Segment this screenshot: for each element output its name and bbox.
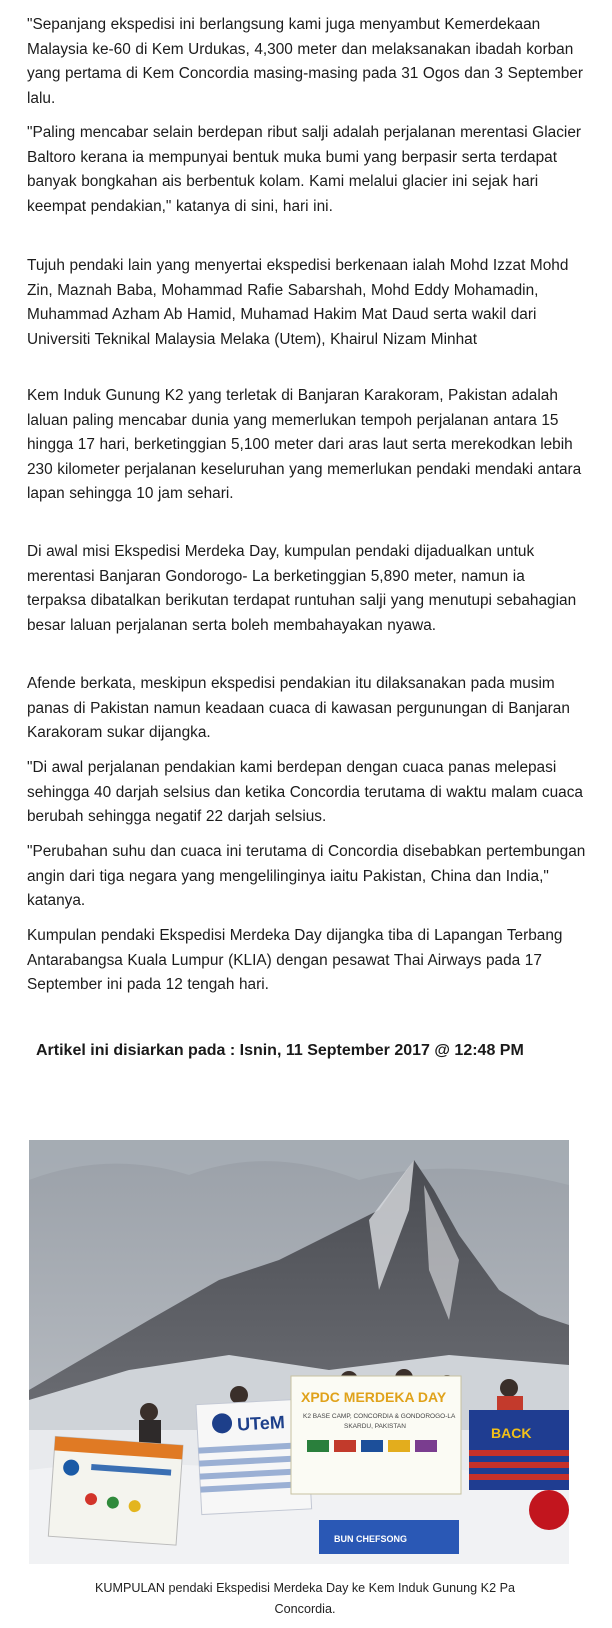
photo-caption <box>40 1578 570 1620</box>
banner-xpdc <box>291 1376 461 1494</box>
paragraph: Di awal misi Ekspedisi Merdeka Day, kumpulan pendaki dijadualkan untuk merentasi Banjaran Gondorogo- La berketinggian 5,890 meter, namun ia terpaksa dibatalkan berikutan terdapat runtuhan salji yang menutupi sebahagian besar laluan perjalanan serta boleh membahayakan nyawa. <box>27 543 577 634</box>
banner-bottom <box>319 1520 459 1554</box>
climber-head <box>230 1386 248 1404</box>
banner-xpdc-title: XPDC MERDEKA DAY <box>301 1389 447 1405</box>
paragraph: Kem Induk Gunung K2 yang terletak di Banjaran Karakoram, Pakistan adalah laluan paling mencabar dunia yang memerlukan tempoh perjalanan antara 15 hingga 17 hari, berketinggian 5,100 meter dari aras laut serta merekodkan lebih 230 kilometer perjalanan keseluruhan yang memerlukan pendaki mendaki antara lapan sehingga 10 jam sehari. <box>27 387 582 503</box>
banner-bottom-label: BUN CHEFSONG <box>334 1534 408 1544</box>
paragraph: Afende berkata, meskipun ekspedisi pendakian itu dilaksanakan pada musim panas di Pakistan namun keadaan cuaca di kawasan pergunungan di Banjaran Karakoram sukar dijangka. <box>27 675 570 742</box>
publication-date-line: Artikel ini disiarkan pada : Isnin, 11 September 2017 @ 12:48 PM <box>36 1042 524 1059</box>
paragraph: "Paling mencabar selain berdepan ribut salji adalah perjalanan merentasi Glacier Baltoro kerana ia mempunyai bentuk muka bumi yang berpasir serta terdapat banyak bongkahan ais berbentuk kolam. Kami melalui glacier ini sejak hari keempat pendakian," katanya di sini, hari ini. <box>27 124 581 215</box>
banner-stripes <box>469 1450 569 1480</box>
paragraph: Tujuh pendaki lain yang menyertai ekspedisi berkenaan ialah Mohd Izzat Mohd Zin, Maznah Baba, Mohammad Rafie Sabarshah, Mohd Eddy Mohamadin, Muhammad Azham Ab Hamid, Muhamad Hakim Mat Daud serta wakil dari Universiti Teknikal Malaysia Melaka (Utem), Khairul Nizam Minhat <box>27 257 569 348</box>
expedition-photo <box>29 1140 569 1564</box>
climber-head <box>140 1403 158 1421</box>
banner-right-label: BACK <box>491 1425 532 1441</box>
paragraph: "Di awal perjalanan pendakian kami berdepan dengan cuaca panas melepasi sehingga 40 darjah selsius dan ketika Concordia terutama di waktu malam cuaca berubah sehingga negatif 22 darjah selsius. <box>27 759 583 826</box>
climber-head <box>500 1379 518 1397</box>
paragraph: "Perubahan suhu dan cuaca ini terutama di Concordia disebabkan pertembungan angin dari tiga negara yang mengelilinginya iaitu Pakistan, China dan India," katanya. <box>27 843 586 910</box>
caption-line-1: KUMPULAN pendaki Ekspedisi Merdeka Day ke Kem Induk Gunung K2 Pa <box>94 1581 515 1595</box>
sponsor-logos <box>307 1440 437 1452</box>
paragraph: "Sepanjang ekspedisi ini berlangsung kami juga menyambut Kemerdekaan Malaysia ke-60 di Kem Urdukas, 4,300 meter dan melaksanakan ibadah korban yang pertama di Kem Concordia masing-masing pada 31 Ogos dan 3 September lalu. <box>27 16 583 107</box>
caption-line-2: Concordia. <box>274 1602 336 1616</box>
banner-left <box>48 1436 183 1545</box>
banner-emblem <box>529 1490 569 1530</box>
paragraph: Kumpulan pendaki Ekspedisi Merdeka Day dijangka tiba di Lapangan Terbang Antarabangsa Kuala Lumpur (KLIA) dengan pesawat Thai Airways pada 17 September ini pada 12 tengah hari. <box>27 927 563 994</box>
banner-utem-label: UTeM <box>236 1412 286 1435</box>
banner-xpdc-subtitle: K2 BASE CAMP, CONCORDIA & GONDOROGO-LA <box>303 1413 456 1420</box>
banner-xpdc-subtitle2: SKARDU, PAKISTAN <box>344 1423 406 1430</box>
